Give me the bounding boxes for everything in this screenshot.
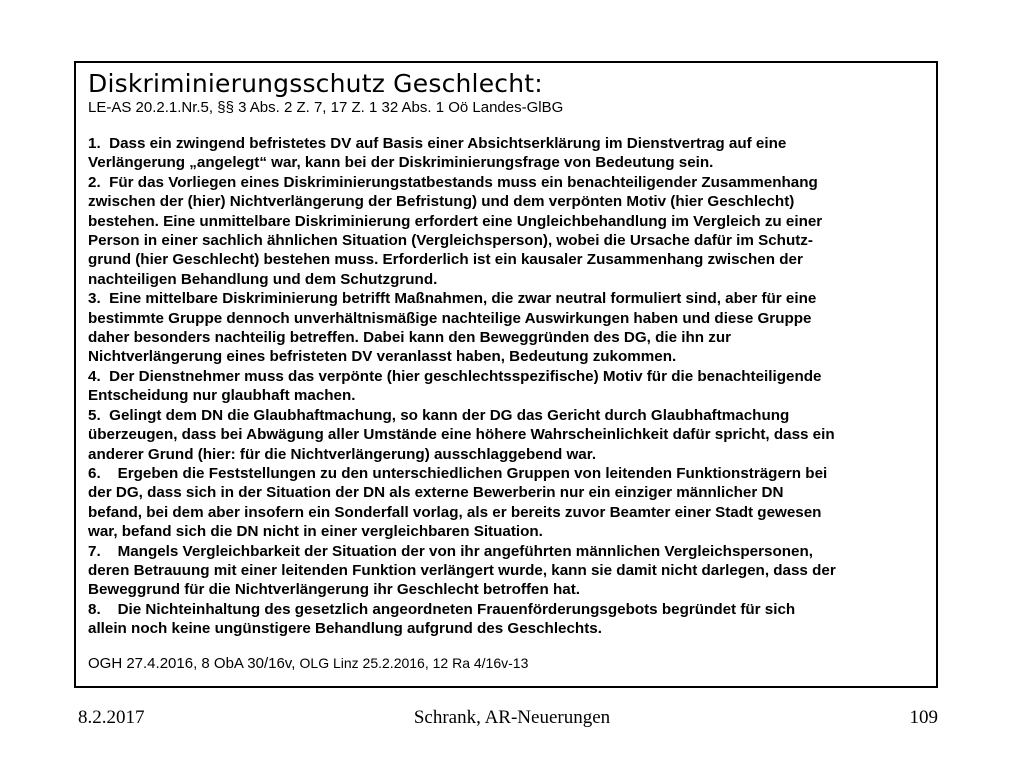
point-text: Verlängerung „angelegt“ war, kann bei der Diskriminierungsfrage von Bedeutung sein. bbox=[88, 154, 714, 172]
point-text: Mangels Vergleichbarkeit der Situation der von ihr angeführten männlichen Vergleichspersonen, bbox=[117, 542, 813, 560]
point-text: Ergeben die Feststellungen zu den unterschiedlichen Gruppen von leitenden Funktionsträgern bei bbox=[117, 464, 828, 482]
point-8-line bbox=[88, 619, 936, 638]
point-text: Nichtverlängerung eines befristeten DV veranlasst haben, Bedeutung zukommen. bbox=[88, 348, 677, 366]
point-text: Die Nichteinhaltung des gesetzlich angeordneten Frauenförderungsgebots begründet für sich bbox=[117, 600, 796, 618]
point-3-line bbox=[88, 309, 936, 328]
point-text: war, befand sich die DN nicht in einer vergleichbaren Situation. bbox=[88, 523, 543, 541]
point-text: deren Betrauung mit einer leitenden Funktion verlängert wurde, kann sie damit nicht darlegen, dass der bbox=[88, 561, 836, 579]
point-7-line bbox=[88, 561, 936, 580]
point-text: Gelingt dem DN die Glaubhaftmachung, so kann der DG das Gericht durch Glaubhaftmachung bbox=[109, 406, 790, 424]
point-5 bbox=[88, 406, 936, 425]
point-2-line bbox=[88, 192, 936, 211]
point-8 bbox=[88, 600, 936, 619]
slide-title: Diskriminierungsschutz Geschlecht: bbox=[88, 69, 543, 98]
point-number: 6. bbox=[88, 464, 101, 482]
point-text: daher besonders nachteilig betreffen. Dabei kann den Beweggründen des DG, die ihn zur bbox=[88, 329, 732, 347]
point-number: 4. bbox=[88, 367, 101, 385]
point-2-line bbox=[88, 270, 936, 289]
footer-author: Schrank, AR-Neuerungen bbox=[413, 707, 611, 728]
point-6 bbox=[88, 464, 936, 483]
point-3 bbox=[88, 289, 936, 308]
point-list bbox=[88, 134, 936, 639]
point-number: 5. bbox=[88, 406, 101, 424]
point-4-line bbox=[88, 386, 936, 405]
point-number: 2. bbox=[88, 173, 101, 191]
point-5-line bbox=[88, 425, 936, 444]
point-text: bestimmte Gruppe dennoch unverhältnismäßige nachteilige Auswirkungen haben und diese Gruppe bbox=[88, 309, 812, 327]
point-text: bestehen. Eine unmittelbare Diskriminierung erfordert eine Ungleichbehandlung im Vergleich zu einer bbox=[88, 212, 823, 230]
point-text: Person in einer sachlich ähnlichen Situation (Vergleichsperson), wobei die Ursache dafür im Schutz- bbox=[88, 232, 813, 250]
point-2-line bbox=[88, 231, 936, 250]
point-6-line bbox=[88, 503, 936, 522]
point-text: grund (hier Geschlecht) bestehen muss. Erforderlich ist ein kausaler Zusammenhang zwischen der bbox=[88, 251, 803, 269]
footer-page-number: 109 bbox=[909, 707, 938, 728]
citation-olg: OLG Linz 25.2.2016, 12 Ra 4/16v-13 bbox=[299, 654, 529, 671]
point-text: Der Dienstnehmer muss das verpönte (hier geschlechtsspezifische) Motiv für die benachteiligende bbox=[109, 367, 822, 385]
point-text: Dass ein zwingend befristetes DV auf Basis einer Absichtserklärung im Dienstvertrag auf eine bbox=[109, 135, 787, 152]
point-text: Eine mittelbare Diskriminierung betrifft Maßnahmen, die zwar neutral formuliert sind, aber für eine bbox=[109, 290, 817, 308]
point-text: der DG, dass sich in der Situation der DN als externe Bewerberin nur ein einziger männlicher DN bbox=[88, 484, 784, 502]
point-3-line bbox=[88, 347, 936, 366]
point-5-line bbox=[88, 445, 936, 464]
point-7 bbox=[88, 542, 936, 561]
point-text: nachteiligen Behandlung und dem Schutzgrund. bbox=[88, 270, 438, 288]
point-4 bbox=[88, 367, 936, 386]
point-6-line bbox=[88, 483, 936, 502]
point-7-line bbox=[88, 580, 936, 599]
point-number: 7. bbox=[88, 542, 101, 560]
point-text: zwischen der (hier) Nichtverlängerung der Befristung) und dem verpönten Motiv (hier Geschlecht) bbox=[88, 193, 795, 211]
point-2-line bbox=[88, 212, 936, 231]
point-text: anderer Grund (hier: für die Nichtverlängerung) ausschlaggebend war. bbox=[88, 445, 597, 463]
point-3-line bbox=[88, 328, 936, 347]
point-text: Für das Vorliegen eines Diskriminierungstatbestands muss ein benachteiligender Zusammenhang bbox=[109, 173, 818, 191]
citation-ogh: OGH 27.4.2016, 8 ObA 30/16v, bbox=[88, 654, 300, 672]
point-text: Beweggrund für die Nichtverlängerung ihr Geschlecht betroffen hat. bbox=[88, 581, 580, 599]
footer-date: 8.2.2017 bbox=[78, 707, 145, 728]
point-number: 3. bbox=[88, 290, 101, 308]
slide-content-box bbox=[74, 61, 938, 688]
case-citation bbox=[88, 654, 936, 673]
point-text: Entscheidung nur glaubhaft machen. bbox=[88, 387, 356, 405]
point-1 bbox=[88, 134, 936, 153]
point-text: befand, bei dem aber insofern ein Sonderfall vorlag, als er bereits zuvor Beamter einer Stadt gewesen bbox=[88, 503, 822, 521]
point-number: 8. bbox=[88, 600, 101, 618]
point-number: 1. bbox=[88, 135, 101, 152]
point-2 bbox=[88, 173, 936, 192]
point-2-line bbox=[88, 250, 936, 269]
legal-reference: LE-AS 20.2.1.Nr.5, §§ 3 Abs. 2 Z. 7, 17 Z. 1 32 Abs. 1 Oö Landes-GlBG bbox=[88, 99, 564, 116]
point-6-line bbox=[88, 522, 936, 541]
point-text: überzeugen, dass bei Abwägung aller Umstände eine höhere Wahrscheinlichkeit dafür spricht, dass ein bbox=[88, 426, 835, 444]
point-text: allein noch keine ungünstigere Behandlung aufgrund des Geschlechts. bbox=[88, 620, 602, 638]
point-1-line bbox=[88, 153, 936, 172]
